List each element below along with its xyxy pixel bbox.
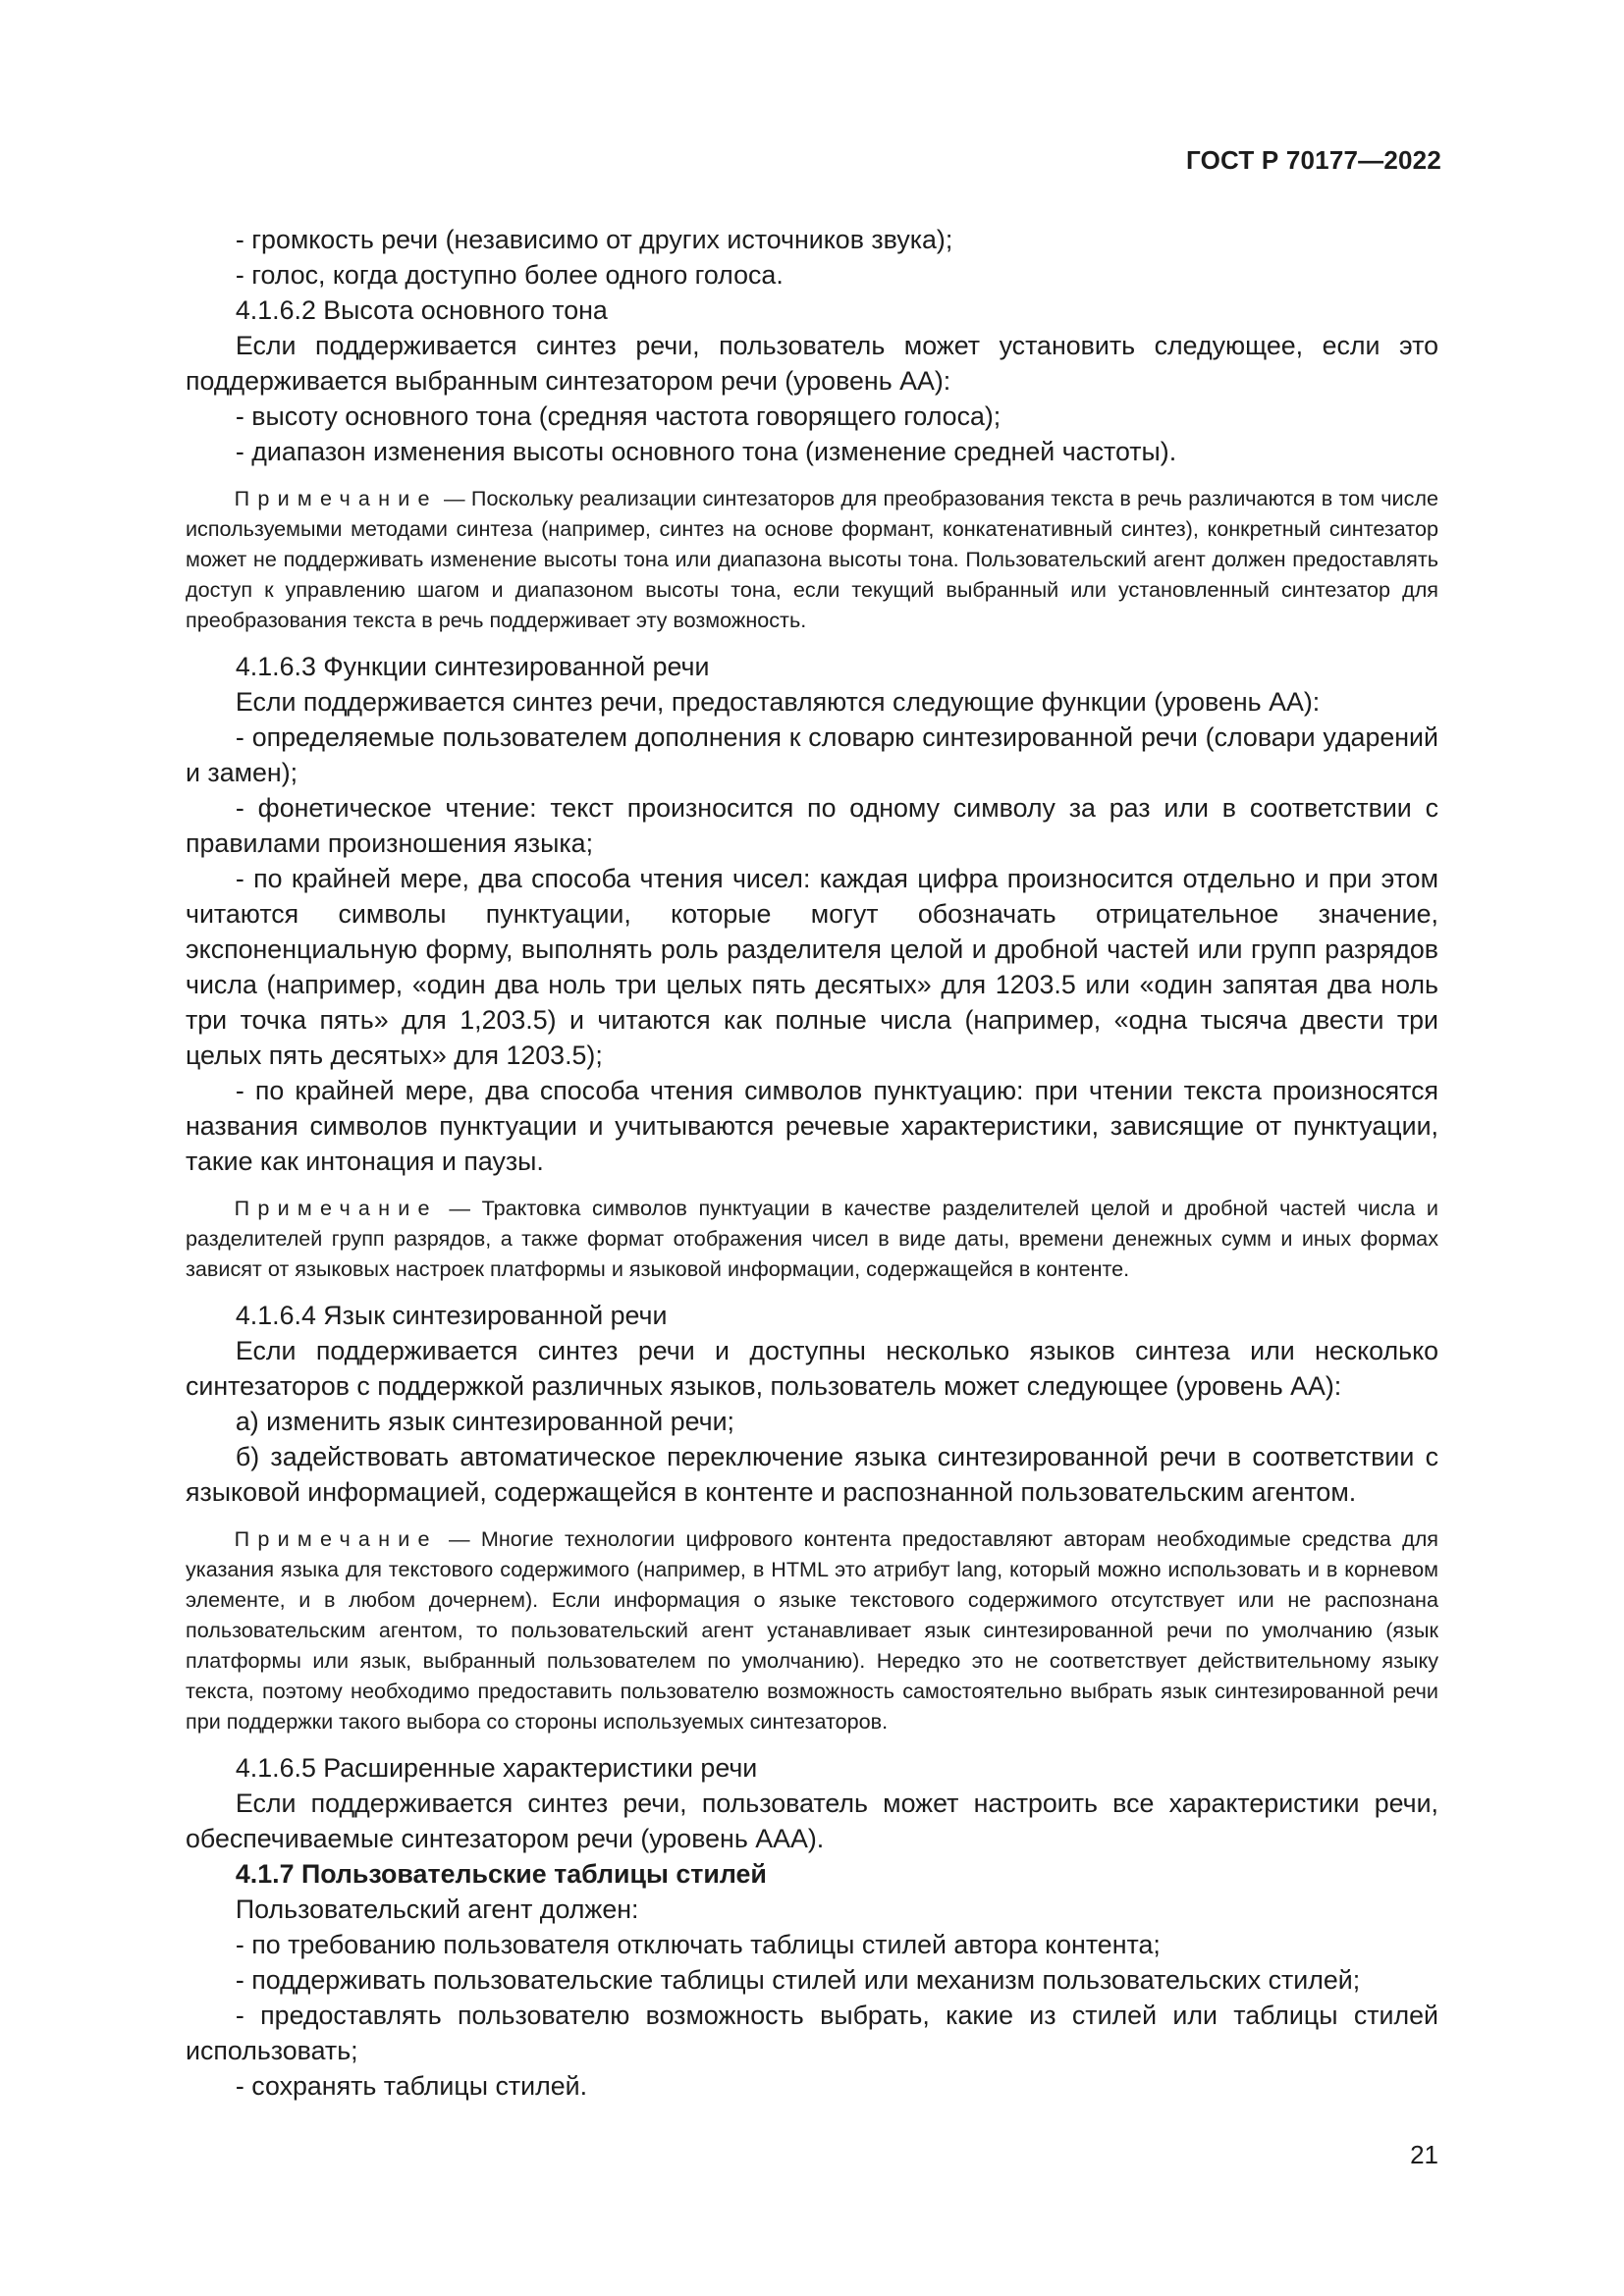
note-2 xyxy=(186,1193,1438,1284)
standard-designation: ГОСТ Р 70177—2022 xyxy=(1186,145,1441,175)
list-item: - высоту основного тона (средняя частота говорящего голоса); xyxy=(235,401,1001,431)
paragraph: Если поддерживается синтез речи, предоставляются следующие функции (уровень АА): xyxy=(235,687,1321,717)
note-text: — Многие технологии цифрового контента предоставляют авторам необходимые средства для указания языка для текстового содержимого (например, в HTML это атрибут lang, который можно использовать и в корневом элементе, и в любом дочернем). Если информация о языке текстового содержимого отсутствует или не распознана пользовательским агентом, то пользовательский агент устанавливает язык синтезированной речи по умолчанию (язык платформы или язык, выбранный пользователем по умолчанию). Нередко это не соответствует действительному языку текста, поэтому необходимо предоставить пользователю возможность самостоятельно выбрать язык синтезированной речи при поддержки такого выбора со стороны используемых синтезаторов. xyxy=(186,1526,1438,1734)
note-1 xyxy=(186,483,1438,635)
paragraph: Если поддерживается синтез речи и доступны несколько языков синтеза или несколько синтезаторов с поддержкой различных языков, пользователь может следующее (уровень АА): xyxy=(186,1336,1438,1401)
section-heading-4-1-6-3: 4.1.6.3 Функции синтезированной речи xyxy=(235,652,710,681)
section-heading-4-1-6-5: 4.1.6.5 Расширенные характеристики речи xyxy=(235,1753,758,1783)
section-heading-4-1-7: 4.1.7 Пользовательские таблицы стилей xyxy=(235,1859,767,1889)
note-text: — Поскольку реализации синтезаторов для преобразования текста в речь различаются в том числе используемыми методами синтеза (например, синтез на основе формант, конкатенативный синтез), конкретный синтезатор может не поддерживать изменение высоты тона или диапазона высоты тона. Пользовательский агент должен предоставлять доступ к управлению шагом и диапазоном высоты тона, если текущий выбранный или установленный синтезатор для преобразования текста в речь поддерживает эту возможность. xyxy=(186,486,1438,632)
list-item: - предоставлять пользователю возможность выбрать, какие из стилей или таблицы стилей использовать; xyxy=(186,2001,1438,2065)
note-text: — Трактовка символов пунктуации в качестве разделителей целой и дробной частей числа и разделителей групп разрядов, а также формат отображения чисел в виде даты, времени денежных сумм и иных формах зависят от языковых настроек платформы и языковой информации, содержащейся в контенте. xyxy=(186,1196,1438,1281)
list-item: - поддерживать пользовательские таблицы стилей или механизм пользовательских стилей; xyxy=(235,1965,1361,1995)
list-item: - по крайней мере, два способа чтения чисел: каждая цифра произносится отдельно и при этом читаются символы пунктуации, которые могут обозначать отрицательное значение, экспоненциальную форму, выполнять роль разделителя целой и дробной частей или групп разрядов числа (например, «один два ноль три целых пять десятых» для 1203.5 или «один запятая два ноль три точка пять» для 1,203.5) и читаются как полные числа (например, «одна тысяча двести три целых пять десятых» для 1203.5); xyxy=(186,864,1438,1070)
paragraph: Если поддерживается синтез речи, пользователь может установить следующее, если это поддерживается выбранным синтезатором речи (уровень АА): xyxy=(186,331,1438,396)
list-item: - громкость речи (независимо от других источников звука); xyxy=(235,225,953,254)
note-3 xyxy=(186,1523,1438,1736)
section-heading-4-1-6-4: 4.1.6.4 Язык синтезированной речи xyxy=(235,1301,668,1330)
section-heading-4-1-6-2: 4.1.6.2 Высота основного тона xyxy=(235,295,608,325)
note-label: Примечание xyxy=(234,1196,438,1220)
list-item: - диапазон изменения высоты основного тона (изменение средней частоты). xyxy=(235,437,1177,466)
paragraph: Пользовательский агент должен: xyxy=(235,1895,639,1924)
list-item: а) изменить язык синтезированной речи; xyxy=(235,1407,734,1436)
list-item: - фонетическое чтение: текст произносится по одному символу за раз или в соответствии с правилами произношения языка; xyxy=(186,793,1438,858)
list-item: б) задействовать автоматическое переключение языка синтезированной речи в соответствии с языковой информацией, содержащейся в контенте и распознанной пользовательским агентом. xyxy=(186,1442,1438,1507)
page-number: 21 xyxy=(1410,2140,1438,2169)
list-item: - по крайней мере, два способа чтения символов пунктуацию: при чтении текста произносятся названия символов пунктуации и учитываются речевые характеристики, зависящие от пунктуации, такие как интонация и паузы. xyxy=(186,1076,1438,1176)
paragraph: Если поддерживается синтез речи, пользователь может настроить все характеристики речи, обеспечиваемые синтезатором речи (уровень ААА). xyxy=(186,1789,1438,1853)
list-item: - определяемые пользователем дополнения к словарю синтезированной речи (словари ударений и замен); xyxy=(186,722,1438,787)
list-item: - по требованию пользователя отключать таблицы стилей автора контента; xyxy=(235,1930,1161,1959)
list-item: - голос, когда доступно более одного голоса. xyxy=(235,260,784,290)
note-label: Примечание xyxy=(234,1526,438,1551)
note-label: Примечание xyxy=(234,486,438,510)
body-text xyxy=(186,222,1438,2104)
list-item: - сохранять таблицы стилей. xyxy=(235,2071,588,2101)
